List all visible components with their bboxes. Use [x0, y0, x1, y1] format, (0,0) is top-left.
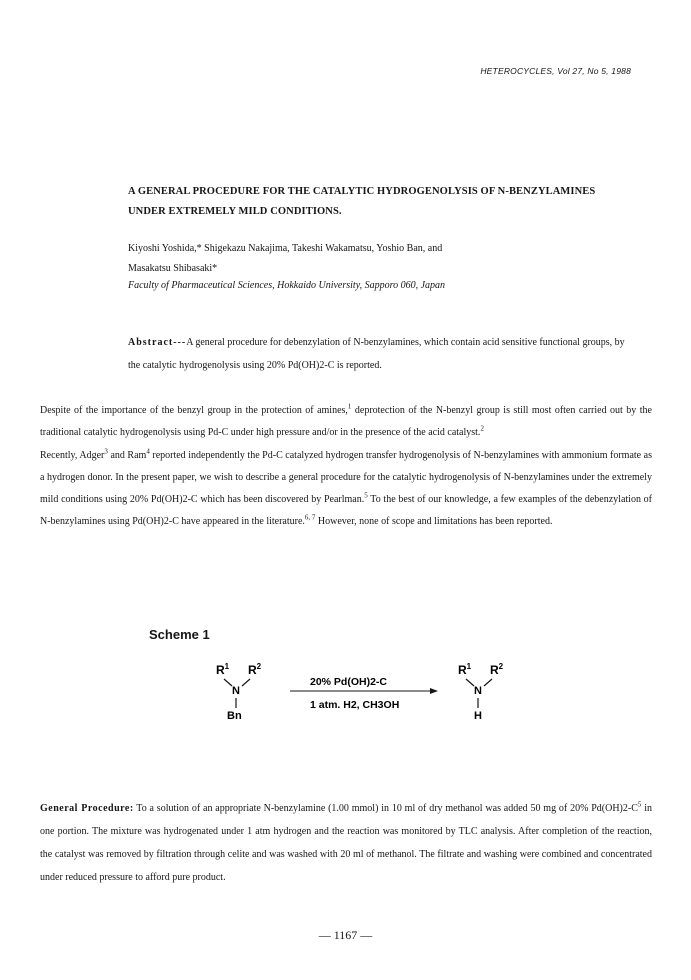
introduction: [40, 400, 652, 534]
product-bond-right: [484, 679, 492, 686]
abstract-text: A general procedure for debenzylation of N-benzylamines, which contain acid sensitive functional groups, by the catalytic hydrogenolysis using 20% Pd(OH)2-C is reported.: [128, 337, 625, 371]
reactant-nitrogen: N: [232, 685, 240, 697]
p2-text-e: However, none of scope and limitations has been reported.: [315, 516, 553, 528]
title-line-2: UNDER EXTREMELY MILD CONDITIONS.: [128, 206, 342, 217]
reactant-r1: $R^1$: [216, 662, 230, 677]
reagent-conditions: 1 atm. H2, CH3OH: [310, 699, 400, 711]
running-head: HETEROCYCLES, Vol 27, No 5, 1988: [480, 66, 631, 76]
gp-text-a: To a solution of an appropriate N-benzylamine (1.00 mmol) in 10 ml of dry methanol was added 50 mg of 20% Pd(OH)2-C: [133, 803, 638, 814]
p1-text-a: Despite of the importance of the benzyl group in the protection of amines,: [40, 405, 348, 416]
reactant-substituent: Bn: [227, 710, 242, 722]
gp-citation-5: 5: [637, 800, 642, 809]
product-bond-left: [466, 679, 474, 686]
citation-4: 4: [146, 447, 150, 456]
author-list: [128, 239, 442, 279]
product-nitrogen: N: [474, 685, 482, 697]
product-r2: $R^2$: [490, 662, 504, 677]
p2-text-c: reported independently the Pd-C catalyzed hydrogen transfer hydrogenolysis of N-benzylamines with ammonium formate as a hydrogen donor. In the present paper, we wish to describe a general procedure for the catalytic hydrogenolysis of N-benzylamines under the extremely mild conditions using 20% Pd(OH)2-C which has been discovered by Pearlman.: [40, 449, 652, 506]
product-r1: $R^1$: [458, 662, 472, 677]
title-line-1: A GENERAL PROCEDURE FOR THE CATALYTIC HYDROGENOLYSIS OF N-BENZYLAMINES: [128, 186, 596, 197]
reaction-arrowhead: [430, 688, 438, 694]
paragraph-1: [40, 400, 652, 445]
citation-3: 3: [104, 447, 108, 456]
p2-text-b: and Ram: [107, 449, 147, 461]
abstract-lead: Abstract---: [128, 337, 187, 348]
general-procedure-lead: General Procedure:: [40, 803, 134, 814]
p2-text-a: Recently, Adger: [40, 449, 105, 461]
authors-line-1: Kiyoshi Yoshida,* Shigekazu Nakajima, Takeshi Wakamatsu, Yoshio Ban, and: [128, 243, 443, 254]
citation-1: 1: [347, 402, 352, 411]
authors-line-2: Masakatsu Shibasaki*: [128, 263, 218, 274]
article-title: [128, 182, 608, 222]
reagent-catalyst: 20% Pd(OH)2-C: [310, 676, 388, 688]
scheme-label: Scheme 1: [149, 627, 210, 642]
p1-text-b: deprotection of the N-benzyl group is still most often carried out by the traditional catalytic hydrogenolysis using Pd-C under high pressure and/or in the presence of the acid catalyst.: [40, 405, 652, 439]
reactant-bond-right: [242, 679, 250, 686]
product-substituent: H: [474, 710, 482, 722]
citation-5: 5: [364, 491, 368, 500]
p2-text-d: To the best of our knowledge, a few examples of the debenzylation of N-benzylamines using Pd(OH)2-C have appeared in the literature.: [40, 494, 653, 528]
citation-6-7: 6, 7: [304, 514, 316, 523]
general-procedure: [40, 797, 652, 889]
page-number: — 1167 —: [318, 928, 373, 942]
reactant-bond-left: [224, 679, 232, 686]
affiliation: Faculty of Pharmaceutical Sciences, Hokkaido University, Sapporo 060, Japan: [128, 280, 446, 291]
abstract: [128, 331, 634, 377]
citation-2: 2: [480, 424, 484, 433]
gp-text-b: in one portion. The mixture was hydrogenated under 1 atm hydrogen and the reaction was monitored by TLC analysis. After completion of the reaction, the catalyst was removed by filtration through celite and was washed with 20 ml of methanol. The filtrate and washing were combined and concentrated under reduced pressure to afford pure product.: [40, 803, 652, 883]
reaction-scheme: [210, 652, 530, 732]
paragraph-2: [40, 445, 652, 534]
reactant-r2: $R^2$: [248, 662, 262, 677]
